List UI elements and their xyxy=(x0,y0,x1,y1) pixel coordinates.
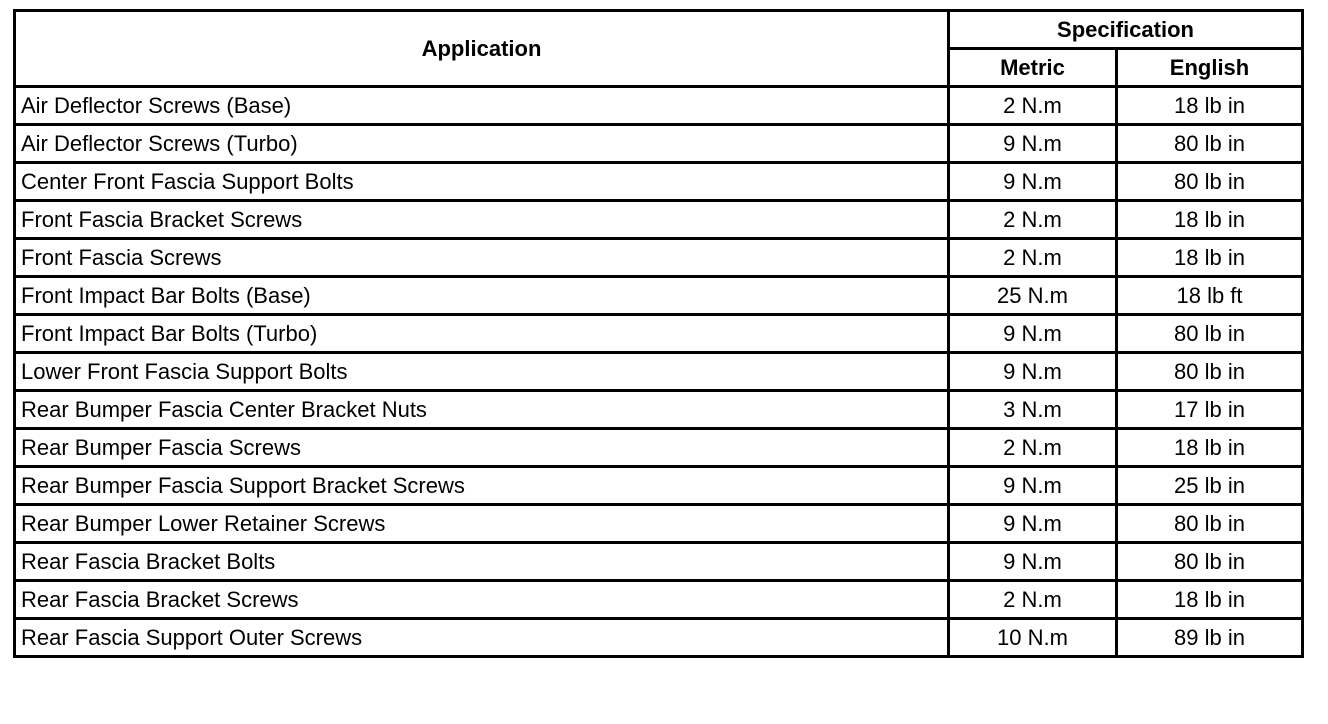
metric-cell: 2 N.m xyxy=(949,581,1117,619)
metric-cell: 9 N.m xyxy=(949,505,1117,543)
metric-cell: 25 N.m xyxy=(949,277,1117,315)
table-row xyxy=(15,505,1303,543)
english-cell: 89 lb in xyxy=(1117,619,1303,657)
application-cell: Rear Bumper Lower Retainer Screws xyxy=(15,505,949,543)
metric-cell: 2 N.m xyxy=(949,201,1117,239)
table-row xyxy=(15,581,1303,619)
application-cell: Rear Bumper Fascia Center Bracket Nuts xyxy=(15,391,949,429)
english-cell: 18 lb in xyxy=(1117,201,1303,239)
application-header: Application xyxy=(15,11,949,87)
table-row xyxy=(15,353,1303,391)
table-row xyxy=(15,163,1303,201)
application-cell: Front Fascia Bracket Screws xyxy=(15,201,949,239)
table-row xyxy=(15,429,1303,467)
english-cell: 80 lb in xyxy=(1117,353,1303,391)
metric-header: Metric xyxy=(949,49,1117,87)
english-cell: 18 lb in xyxy=(1117,239,1303,277)
application-cell: Center Front Fascia Support Bolts xyxy=(15,163,949,201)
metric-cell: 2 N.m xyxy=(949,429,1117,467)
table-row xyxy=(15,87,1303,125)
table-row xyxy=(15,619,1303,657)
metric-cell: 9 N.m xyxy=(949,543,1117,581)
fastener-tightening-specifications-table xyxy=(13,9,1304,658)
metric-cell: 10 N.m xyxy=(949,619,1117,657)
application-cell: Front Fascia Screws xyxy=(15,239,949,277)
english-cell: 80 lb in xyxy=(1117,163,1303,201)
metric-cell: 2 N.m xyxy=(949,87,1117,125)
english-cell: 18 lb in xyxy=(1117,429,1303,467)
table-body xyxy=(15,87,1303,657)
metric-cell: 9 N.m xyxy=(949,467,1117,505)
metric-cell: 9 N.m xyxy=(949,125,1117,163)
application-cell: Air Deflector Screws (Base) xyxy=(15,87,949,125)
english-cell: 80 lb in xyxy=(1117,125,1303,163)
english-cell: 18 lb in xyxy=(1117,87,1303,125)
metric-cell: 9 N.m xyxy=(949,163,1117,201)
table-row xyxy=(15,277,1303,315)
table-row xyxy=(15,391,1303,429)
english-cell: 80 lb in xyxy=(1117,543,1303,581)
english-cell: 18 lb ft xyxy=(1117,277,1303,315)
application-cell: Front Impact Bar Bolts (Base) xyxy=(15,277,949,315)
application-cell: Rear Bumper Fascia Support Bracket Screws xyxy=(15,467,949,505)
application-cell: Rear Fascia Support Outer Screws xyxy=(15,619,949,657)
english-header: English xyxy=(1117,49,1303,87)
application-cell: Rear Bumper Fascia Screws xyxy=(15,429,949,467)
english-cell: 80 lb in xyxy=(1117,315,1303,353)
table-row xyxy=(15,125,1303,163)
english-cell: 25 lb in xyxy=(1117,467,1303,505)
english-cell: 18 lb in xyxy=(1117,581,1303,619)
application-cell: Air Deflector Screws (Turbo) xyxy=(15,125,949,163)
table-row xyxy=(15,315,1303,353)
english-cell: 17 lb in xyxy=(1117,391,1303,429)
table-row xyxy=(15,467,1303,505)
table-row xyxy=(15,239,1303,277)
metric-cell: 2 N.m xyxy=(949,239,1117,277)
table-row xyxy=(15,201,1303,239)
specification-header: Specification xyxy=(949,11,1303,49)
metric-cell: 3 N.m xyxy=(949,391,1117,429)
metric-cell: 9 N.m xyxy=(949,315,1117,353)
metric-cell: 9 N.m xyxy=(949,353,1117,391)
application-cell: Rear Fascia Bracket Screws xyxy=(15,581,949,619)
application-cell: Front Impact Bar Bolts (Turbo) xyxy=(15,315,949,353)
table-header xyxy=(15,11,1303,87)
application-cell: Lower Front Fascia Support Bolts xyxy=(15,353,949,391)
table-row xyxy=(15,543,1303,581)
header-row-1 xyxy=(15,11,1303,49)
english-cell: 80 lb in xyxy=(1117,505,1303,543)
application-cell: Rear Fascia Bracket Bolts xyxy=(15,543,949,581)
